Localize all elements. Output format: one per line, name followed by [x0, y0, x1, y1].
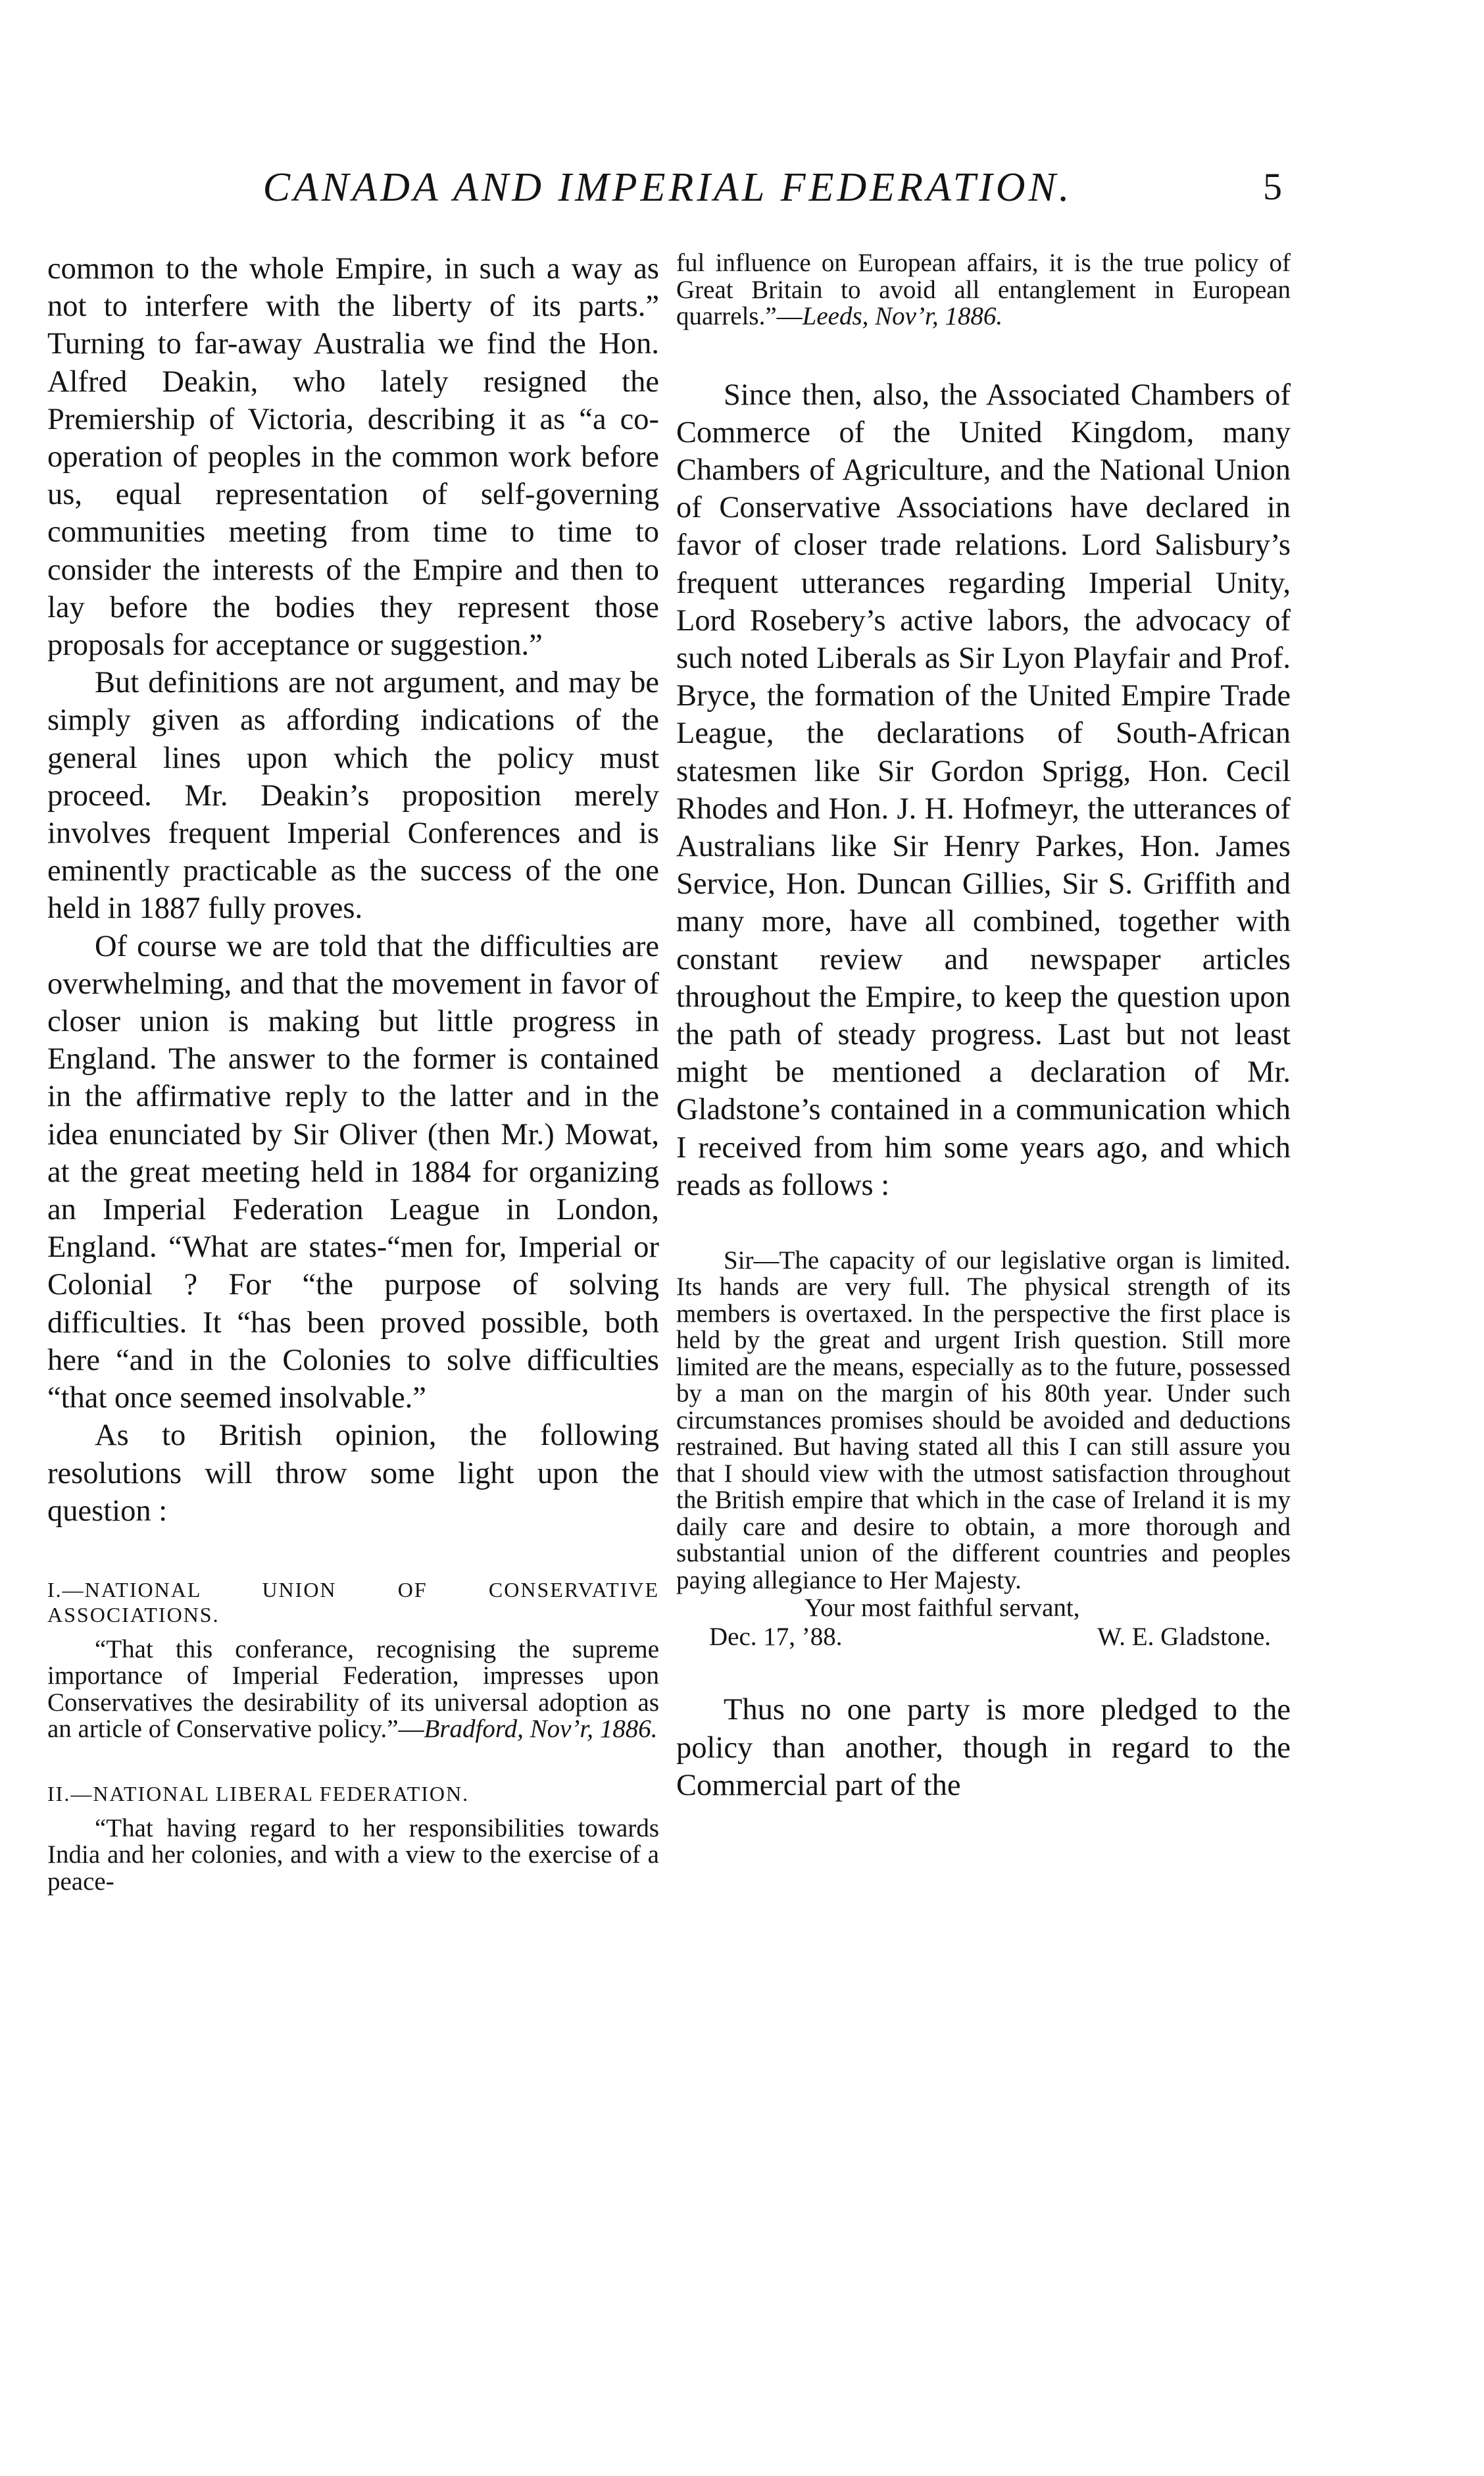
resolution-text [47, 1636, 659, 1743]
right-column [676, 250, 1291, 1804]
letter-signature: W. E. Gladstone. [1097, 1623, 1271, 1652]
resolution-quote: ful influence on European affairs, it is the true policy of Great Britain to avoid all entanglement in European quarrels.”— [676, 249, 1291, 330]
resolution-citation: Leeds, Nov’r, 1886. [802, 302, 1003, 330]
resolution-text: “That having regard to her responsibilities towards India and her colonies, and with a view to the exercise of a peace- [47, 1813, 659, 1896]
letter-closing: Your most faithful servant, [804, 1594, 1080, 1623]
running-title: CANADA AND IMPERIAL FEDERATION. [262, 165, 1073, 210]
resolution-text-continued [676, 250, 1291, 330]
gladstone-letter: Sir—The capacity of our legislative organ is limited. Its hands are very full. The physical strength of its members is overtaxed. In the perspective the first place is held by the great and urgent Irish question. Still more limited are the means, especially as to the future, possessed by a man on the margin of his 80th year. Under such circumstances promises should be avoided and deductions restrained. But having stated all this I can still assure you that I should view with the utmost satisfaction throughout the British empire that which in the case of Ireland it is my daily care and desire to obtain, a more thorough and substantial union of the different countries and peoples paying allegiance to Her Majesty. [676, 1246, 1291, 1594]
letter-date: Dec. 17, ’88. [709, 1623, 843, 1652]
paragraph: common to the whole Empire, in such a way as not to interfere with the liberty of its parts.” Turning to far-away Australia we find the Hon. Alfred Deakin, who lately resigned the Premiership of Victoria, describing it as “a co-operation of peoples in the common work before us, equal representation of self-governing communities meeting from time to time to consider the interests of the Empire and then to lay before the bodies they represent those proposals for acceptance or suggestion.” [47, 252, 659, 663]
paragraph: Since then, also, the Associated Chambers of Commerce of the United Kingdom, many Chambers of Agriculture, and the National Union of Conservative Associations have declared in favor of closer trade relations. Lord Salisbury’s frequent utterances regarding Imperial Unity, Lord Rosebery’s active labors, the advocacy of such noted Liberals as Sir Lyon Playfair and Prof. Bryce, the formation of the United Empire Trade League, the declarations of South-African statesmen like Sir Gordon Sprigg, Hon. Cecil Rhodes and Hon. J. H. Hofmeyr, the utterances of Australians like Sir Henry Parkes, Hon. James Service, Hon. Duncan Gillies, Sir S. Griffith and many more, have all combined, together with constant review and newspaper articles throughout the Empire, to keep the question upon the path of steady progress. Last but not least might be mentioned a declaration of Mr. Gladstone’s contained in a communication which I received from him some years ago, and which reads as follows : [676, 378, 1291, 1202]
resolution-quote: “That this conferance, recognising the supreme importance of Imperial Federation, impresses upon Conservatives the desirability of its universal adoption as an article of Conservative policy.”— [47, 1634, 659, 1744]
resolution-citation: Bradford, Nov’r, 1886. [424, 1715, 658, 1744]
paragraph: But definitions are not argument, and may be simply given as affording indications of the general lines upon which the policy must proceed. Mr. Deakin’s proposition merely involves frequent Imperial Conferences and is eminently practicable as the success of the one held in 1887 fully proves. [47, 666, 659, 926]
paragraph: Thus no one party is more pledged to the policy than another, though in regard to the Commercial part of the [676, 1693, 1291, 1802]
page-number: 5 [1263, 165, 1282, 208]
paragraph: As to British opinion, the following resolutions will throw some light upon the question : [47, 1419, 659, 1528]
resolution-heading: I.—NATIONAL UNION OF CONSERVATIVE ASSOCIATIONS. [47, 1577, 659, 1627]
page-header [0, 164, 1484, 224]
paragraph: Of course we are told that the difficulties are overwhelming, and that the movement in favor of closer union is making but little progress in England. The answer to the former is contained in the affirmative reply to the latter and in the idea enunciated by Sir Oliver (then Mr.) Mowat, at the great meeting held in 1884 for organizing an Imperial Federation League in London, England. “What are states-“men for, Imperial or Colonial ? For “the purpose of solving difficulties. It “has been proved possible, both here “and in the Colonies to solve difficulties “that once seemed insolvable.” [47, 929, 659, 1415]
resolution-heading: II.—NATIONAL LIBERAL FEDERATION. [47, 1781, 470, 1806]
letter-signature-row [676, 1623, 1291, 1652]
left-column [47, 250, 659, 1895]
